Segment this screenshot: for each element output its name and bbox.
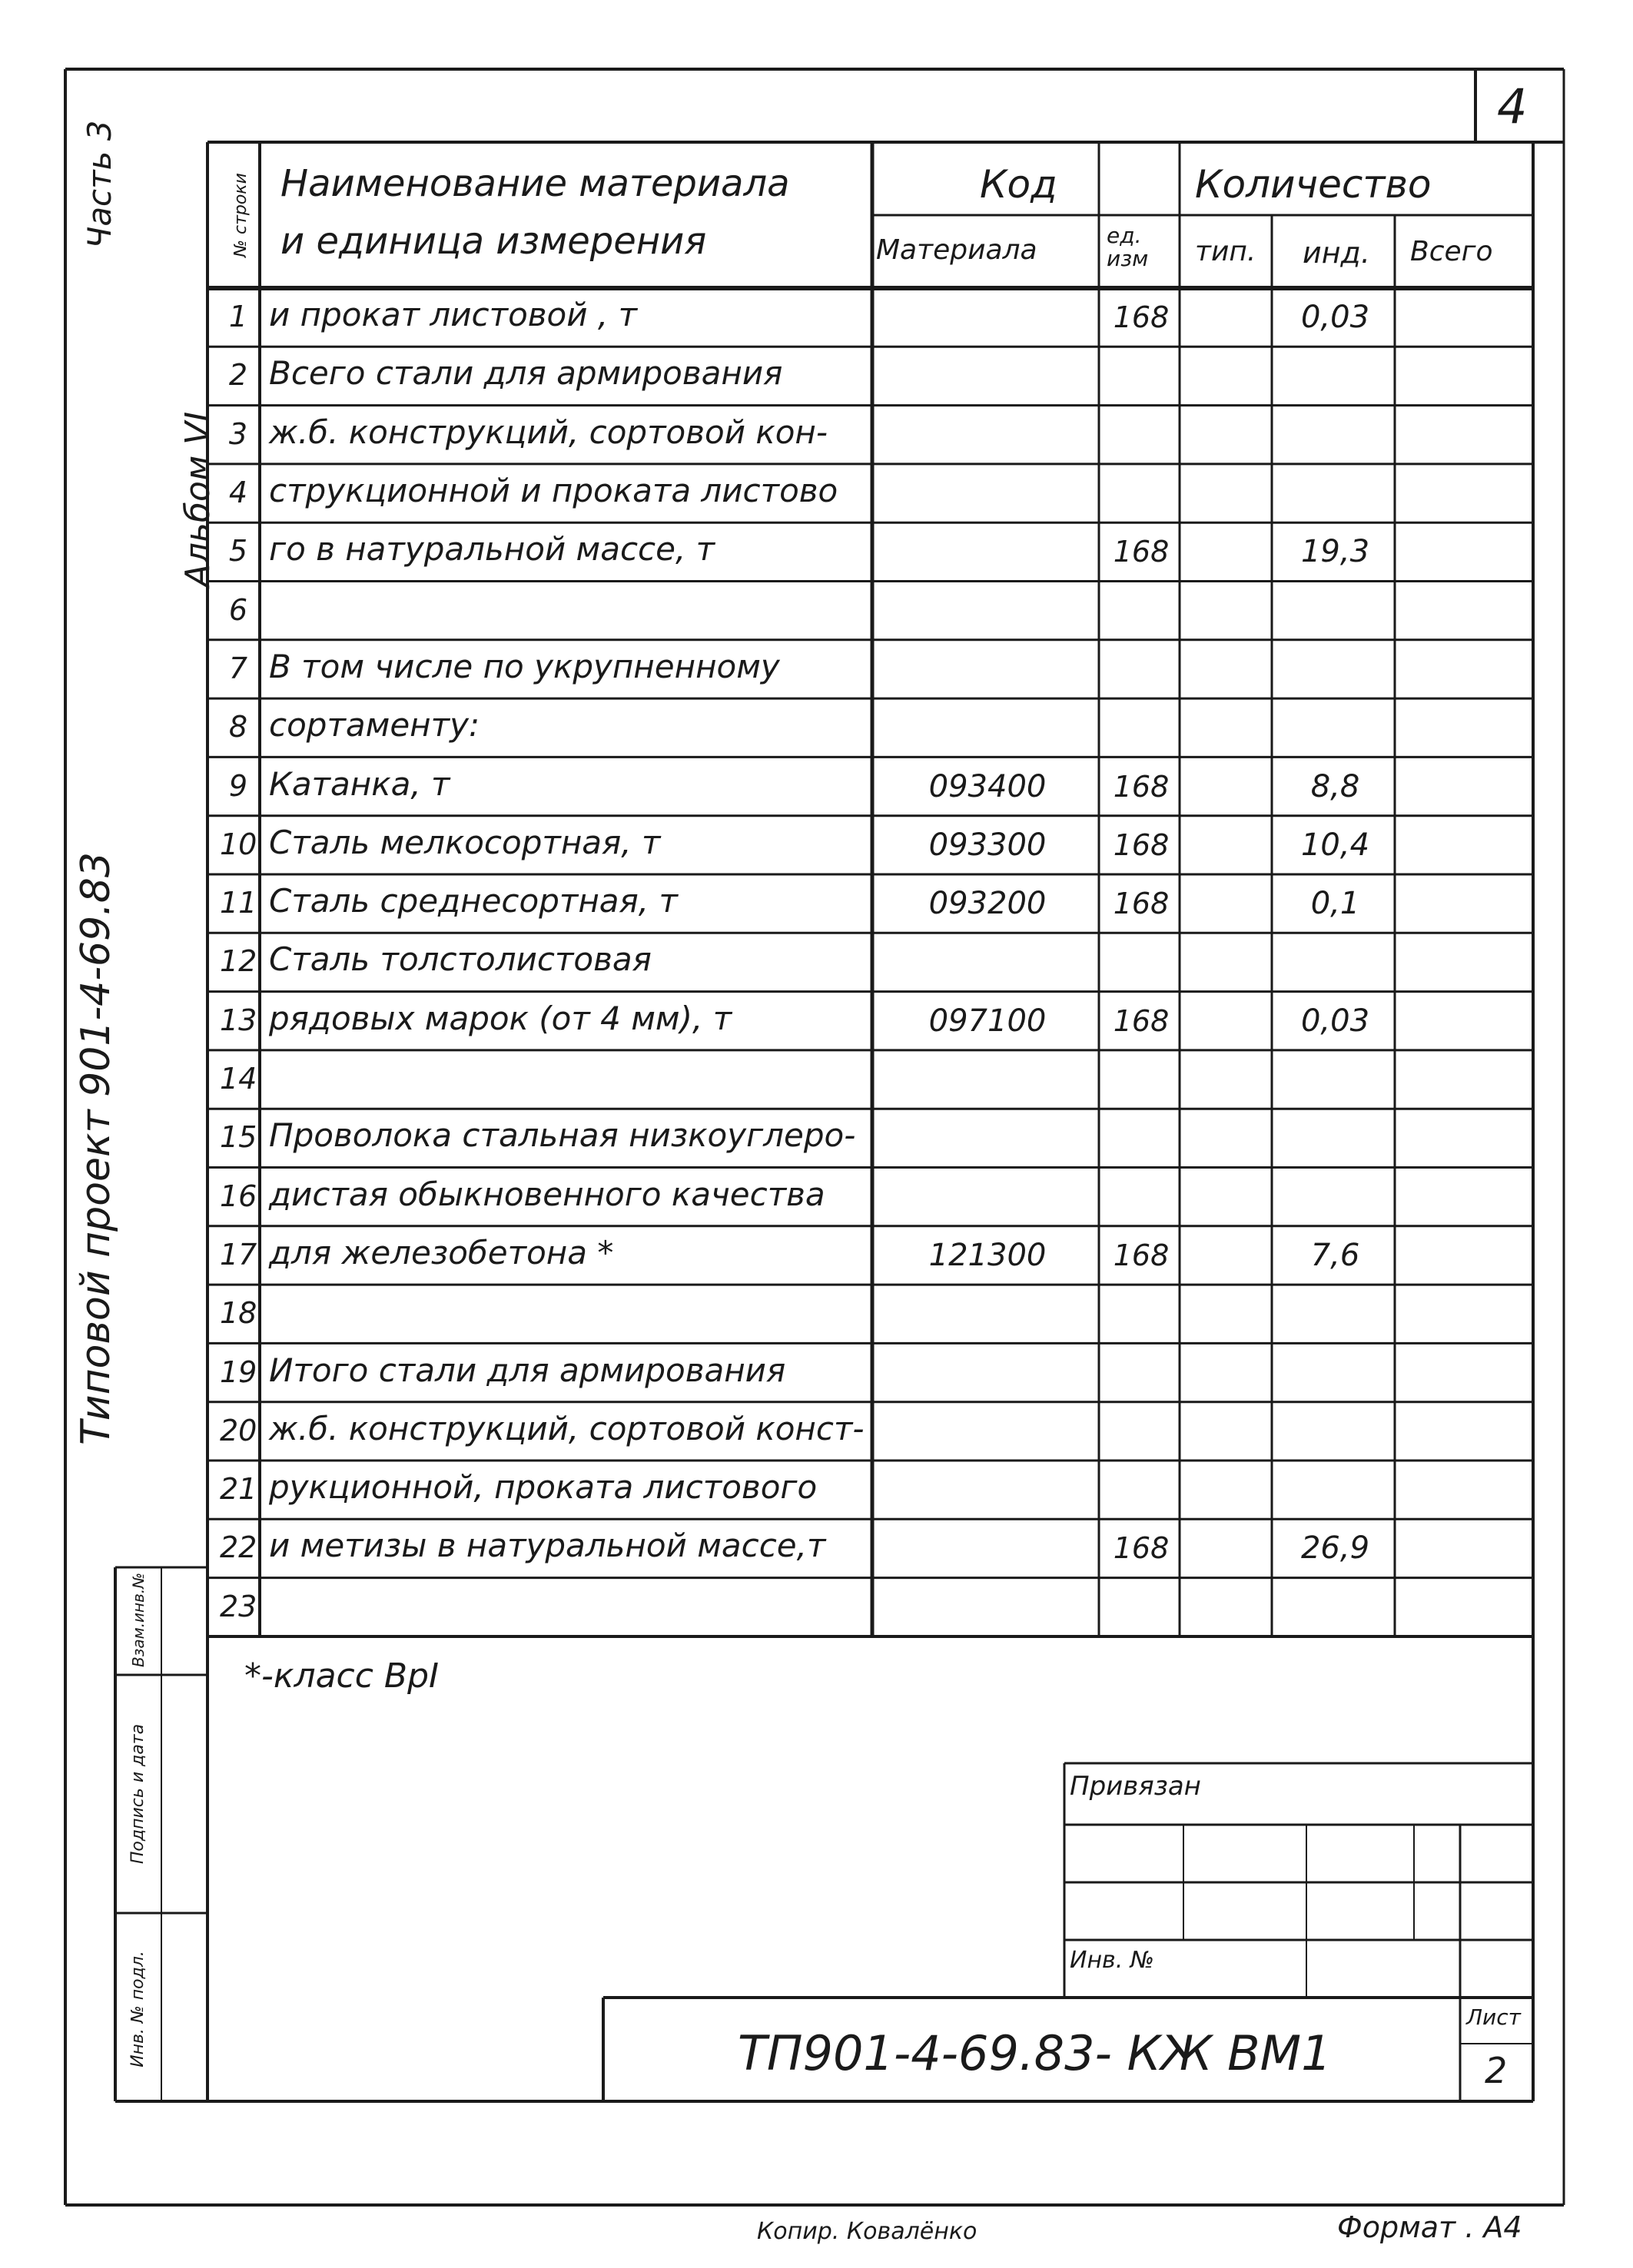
row-number: 9 <box>228 768 248 803</box>
row-number: 13 <box>220 1003 257 1037</box>
header-row-no: № строки <box>231 173 251 257</box>
header-qty-ind: инд. <box>1303 236 1370 270</box>
row-number: 19 <box>220 1354 257 1389</box>
row-unit: 168 <box>1113 1238 1170 1272</box>
row-unit: 168 <box>1113 887 1170 921</box>
row-number: 8 <box>228 710 248 744</box>
header-qty-total: Всего <box>1410 236 1493 267</box>
row-name: сортаменту: <box>269 706 480 744</box>
inv-no-label: Инв. № <box>1070 1947 1155 1974</box>
row-name: Сталь среднесортная, т <box>269 882 678 920</box>
row-number: 4 <box>228 476 248 510</box>
row-name: струкционной и проката листово <box>269 472 838 510</box>
header-code-unit: ед. изм <box>1107 223 1149 271</box>
row-name: Проволока стальная низкоуглеро- <box>269 1116 856 1155</box>
row-number: 6 <box>228 592 248 627</box>
row-ind: 19,3 <box>1300 534 1370 570</box>
stamp-podpis-data: Подпись и дата <box>128 1723 148 1865</box>
row-name: рядовых марок (от 4 мм), т <box>269 999 732 1037</box>
row-number: 3 <box>228 416 248 451</box>
row-name: дистая обыкновенного качества <box>269 1175 825 1213</box>
sheet-label: Лист <box>1466 2004 1521 2030</box>
row-code: 097100 <box>928 1003 1047 1039</box>
row-ind: 0,03 <box>1300 300 1370 336</box>
row-code: 093300 <box>928 827 1047 863</box>
row-name: и прокат листовой , т <box>269 296 638 334</box>
row-name: Сталь толстолистовая <box>269 940 652 979</box>
row-number: 18 <box>220 1296 257 1331</box>
row-unit: 168 <box>1113 300 1170 335</box>
privyazan-label: Привязан <box>1070 1771 1201 1802</box>
header-qty-typ: тип. <box>1195 236 1256 267</box>
header-code: Код <box>980 162 1057 207</box>
row-unit: 168 <box>1113 1531 1170 1566</box>
row-code: 093200 <box>928 886 1047 922</box>
row-name: ж.б. конструкций, сортовой конст- <box>269 1409 865 1447</box>
row-name: го в натуральной массе, т <box>269 530 715 569</box>
document-code: ТП901-4-69.83- КЖ ВМ1 <box>738 2025 1332 2081</box>
header-code-material: Материала <box>876 234 1037 266</box>
row-number: 2 <box>228 358 248 393</box>
row-name: Всего стали для армирования <box>269 354 783 393</box>
row-unit: 168 <box>1113 1003 1170 1038</box>
row-number: 21 <box>220 1472 257 1507</box>
row-number: 14 <box>220 1062 257 1096</box>
row-code: 093400 <box>928 768 1047 804</box>
row-ind: 26,9 <box>1300 1530 1370 1567</box>
row-unit: 168 <box>1113 769 1170 804</box>
row-number: 23 <box>220 1589 257 1623</box>
row-name: и метизы в натуральной массе,т <box>269 1527 826 1565</box>
row-number: 1 <box>228 300 248 334</box>
row-ind: 10,4 <box>1300 827 1370 863</box>
row-number: 10 <box>220 827 257 861</box>
side-label-part: Часть 3 <box>81 120 118 249</box>
row-number: 20 <box>220 1413 257 1447</box>
row-name: В том числе по укрупненному <box>269 647 780 685</box>
row-ind: 0,03 <box>1300 1003 1370 1039</box>
row-number: 11 <box>220 886 257 920</box>
row-ind: 0,1 <box>1310 886 1360 922</box>
row-name: рукционной, проката листового <box>269 1468 818 1507</box>
row-code: 121300 <box>928 1237 1047 1273</box>
side-label-album: Альбом VI <box>178 411 217 588</box>
header-name-line1: Наименование материала <box>280 162 790 205</box>
stamp-vzam-inv: Взам.инв.№ <box>129 1572 148 1667</box>
header-name-line2: и единица измерения <box>280 220 707 263</box>
sheet-number: 2 <box>1485 2050 1508 2091</box>
footnote: *-класс ВрI <box>244 1656 439 1696</box>
row-unit: 168 <box>1113 827 1170 862</box>
row-ind: 7,6 <box>1310 1237 1360 1273</box>
row-name: Итого стали для армирования <box>269 1351 786 1389</box>
footer-copier: Копир. Ковалёнко <box>757 2218 977 2245</box>
row-number: 16 <box>220 1179 257 1213</box>
row-number: 5 <box>228 534 248 569</box>
row-number: 17 <box>220 1237 257 1272</box>
row-unit: 168 <box>1113 535 1170 569</box>
row-ind: 8,8 <box>1310 768 1360 804</box>
row-number: 15 <box>220 1120 257 1155</box>
row-name: Сталь мелкосортная, т <box>269 823 661 861</box>
row-number: 22 <box>220 1530 257 1565</box>
row-number: 7 <box>228 651 248 685</box>
row-name: для железобетона * <box>269 1233 614 1272</box>
page-number: 4 <box>1497 78 1528 134</box>
row-name: Катанка, т <box>269 764 450 803</box>
row-name: ж.б. конструкций, сортовой кон- <box>269 413 828 451</box>
footer-format: Формат . А4 <box>1337 2210 1522 2244</box>
stamp-inv-podl: Инв. № подл. <box>128 1951 148 2067</box>
side-label-project: Типовой проект 901-4-69.83 <box>73 852 119 1445</box>
header-quantity: Количество <box>1195 162 1432 207</box>
row-number: 12 <box>220 944 257 979</box>
